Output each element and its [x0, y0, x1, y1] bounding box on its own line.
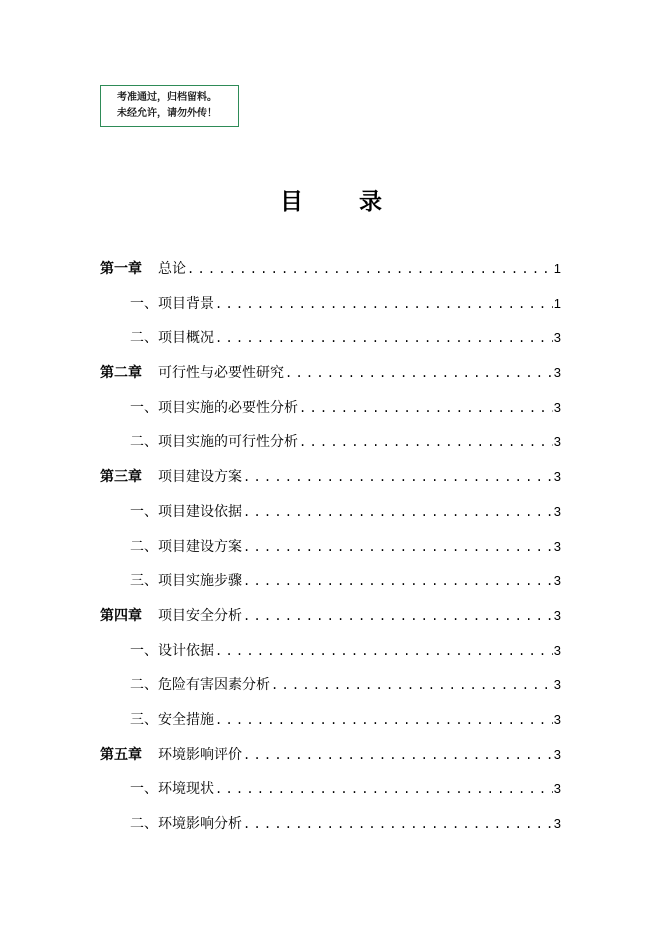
entry-title: 一、项目实施的必要性分析	[130, 399, 298, 416]
toc-section-entry[interactable]	[100, 570, 561, 605]
toc-section-entry[interactable]	[100, 640, 561, 675]
toc-section-entry[interactable]	[100, 778, 561, 813]
entry-title: 可行性与必要性研究	[158, 365, 284, 382]
page-number: 3	[553, 503, 561, 519]
page-number: 3	[553, 469, 561, 485]
dot-leader	[271, 678, 553, 692]
dot-leader	[215, 782, 553, 796]
dot-leader	[243, 470, 553, 484]
toc-chapter-entry[interactable]	[100, 362, 561, 397]
toc-chapter-entry[interactable]	[100, 258, 561, 293]
page-number: 3	[553, 434, 561, 450]
dot-leader	[299, 401, 553, 415]
entry-title: 总论	[158, 261, 186, 277]
entry-title: 一、项目建设依据	[130, 503, 242, 520]
entry-title: 三、安全措施	[130, 711, 214, 728]
entry-title: 项目建设方案	[158, 469, 242, 486]
entry-title: 三、项目实施步骤	[130, 573, 242, 590]
dot-leader	[215, 644, 553, 658]
confidential-stamp	[100, 85, 239, 127]
page-number: 3	[553, 746, 561, 762]
page-number: 3	[553, 538, 561, 554]
dot-leader	[243, 574, 553, 588]
page-number: 3	[553, 573, 561, 589]
toc-chapter-entry[interactable]	[100, 466, 561, 501]
dot-leader	[243, 817, 553, 831]
toc-section-entry[interactable]	[100, 501, 561, 536]
entry-title: 一、环境现状	[130, 781, 214, 798]
dot-leader	[243, 505, 553, 519]
entry-title: 项目安全分析	[158, 607, 242, 624]
chapter-number: 第四章	[100, 607, 142, 624]
page-number: 1	[553, 295, 561, 311]
toc-section-entry[interactable]	[100, 674, 561, 709]
dot-leader	[243, 540, 553, 554]
toc-section-entry[interactable]	[100, 293, 561, 328]
page-title: 目 录	[279, 188, 406, 215]
entry-title: 一、项目背景	[130, 295, 214, 312]
page-number: 1	[553, 261, 561, 276]
page-number: 3	[553, 399, 561, 415]
page-number: 3	[553, 365, 561, 381]
stamp-line-1: 考准通过，归档留料。	[117, 92, 217, 103]
entry-title: 二、危险有害因素分析	[130, 677, 270, 694]
dot-leader	[215, 713, 553, 727]
dot-leader	[243, 748, 553, 762]
page-number: 3	[553, 607, 561, 623]
table-of-contents	[100, 258, 561, 848]
toc-section-entry[interactable]	[100, 397, 561, 432]
toc-section-entry[interactable]	[100, 327, 561, 362]
dot-leader	[285, 366, 553, 380]
chapter-number: 第三章	[100, 469, 142, 486]
toc-section-entry[interactable]	[100, 431, 561, 466]
dot-leader	[187, 262, 553, 276]
dot-leader	[215, 297, 553, 311]
page-number: 3	[553, 642, 561, 658]
chapter-number: 第二章	[100, 365, 142, 382]
chapter-number: 第一章	[100, 261, 142, 277]
toc-section-entry[interactable]	[100, 536, 561, 571]
page-number: 3	[553, 781, 561, 797]
page-number: 3	[553, 711, 561, 727]
dot-leader	[215, 331, 553, 345]
entry-title: 二、项目实施的可行性分析	[130, 434, 298, 451]
entry-title: 一、设计依据	[130, 642, 214, 659]
entry-title: 二、项目概况	[130, 330, 214, 347]
dot-leader	[243, 609, 553, 623]
dot-leader	[299, 435, 553, 449]
toc-chapter-entry[interactable]	[100, 605, 561, 640]
stamp-line-2: 未经允许，请勿外传！	[117, 108, 217, 119]
entry-title: 二、项目建设方案	[130, 538, 242, 555]
page-number: 3	[553, 330, 561, 346]
toc-section-entry[interactable]	[100, 709, 561, 744]
chapter-number: 第五章	[100, 746, 142, 763]
toc-chapter-entry[interactable]	[100, 744, 561, 779]
entry-title: 环境影响评价	[158, 746, 242, 763]
toc-section-entry[interactable]	[100, 813, 561, 848]
page-number: 3	[553, 677, 561, 693]
entry-title: 二、环境影响分析	[130, 816, 242, 832]
page-number: 3	[553, 816, 561, 831]
